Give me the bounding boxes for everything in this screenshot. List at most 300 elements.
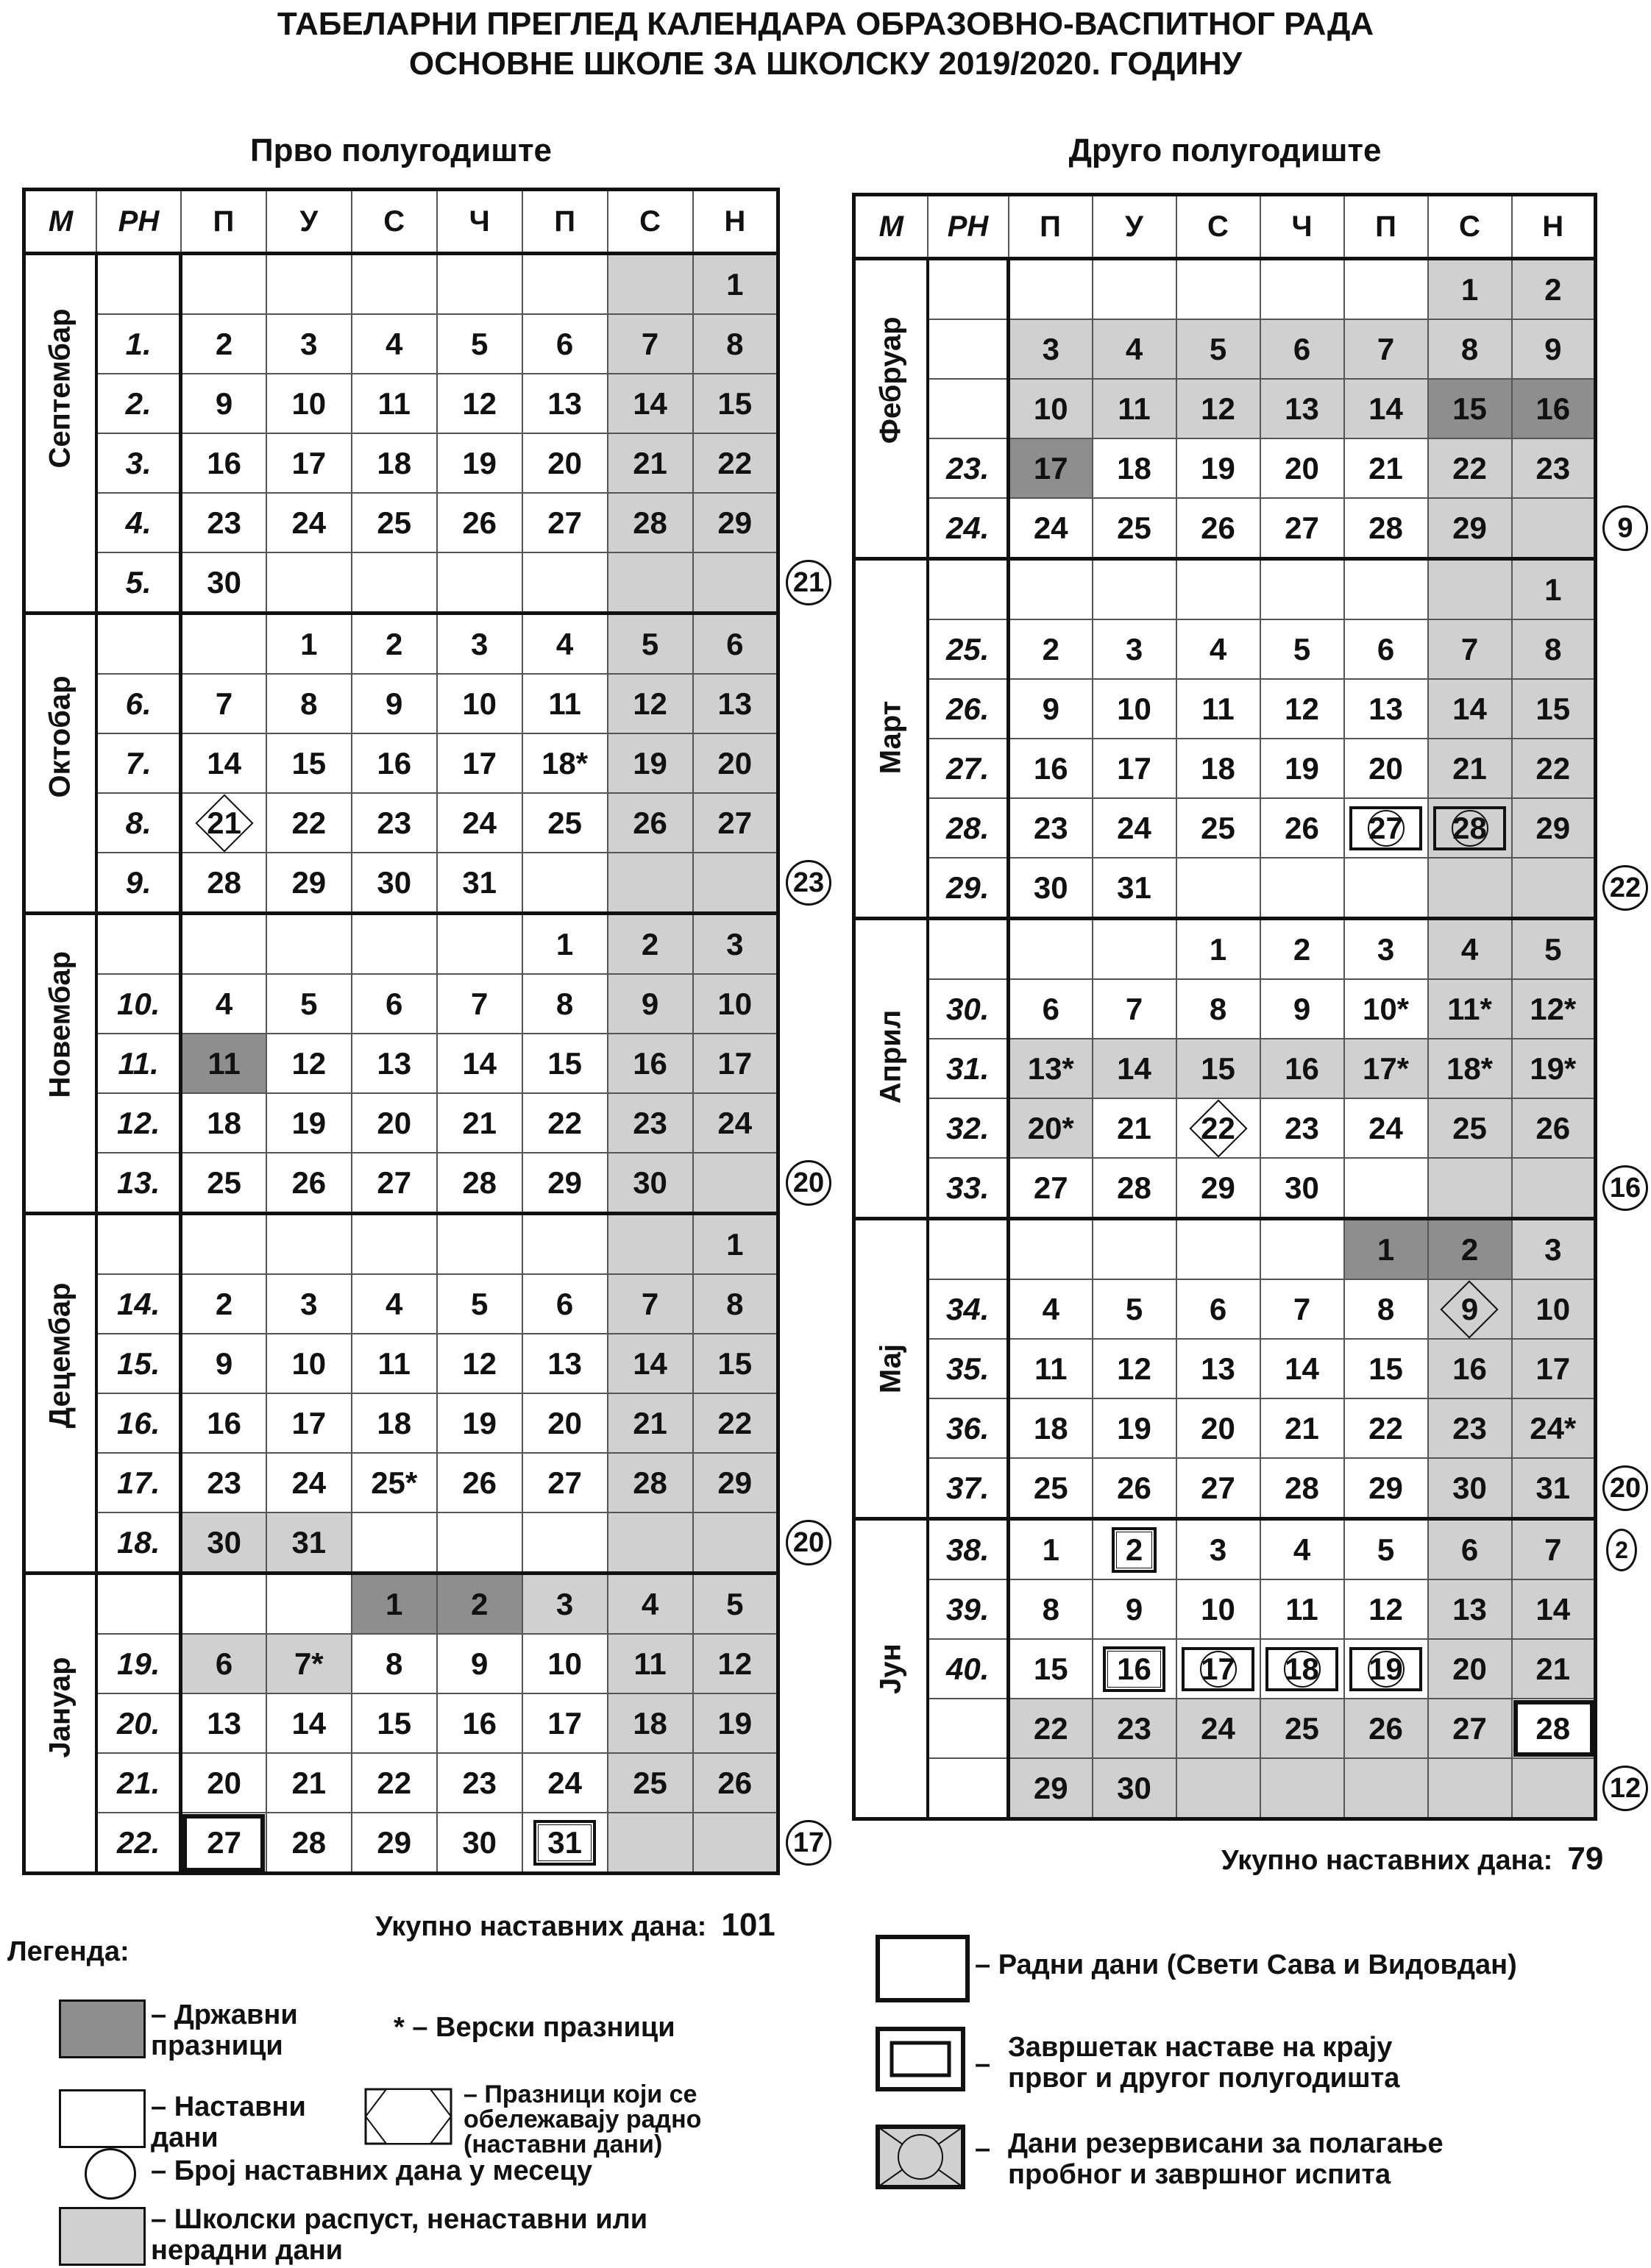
day-cell [181, 614, 266, 675]
legend-school-break-text: Школски распуст, ненаставни или нерадни дани [151, 2204, 648, 2266]
week-number: 12. [96, 1093, 181, 1153]
day-cell [1009, 1158, 1093, 1219]
week-number: 21. [96, 1753, 181, 1813]
day-number: 15 [377, 1705, 412, 1741]
day-number: 21 [633, 1405, 667, 1440]
day-cell [1428, 1398, 1512, 1458]
day-cell [181, 552, 266, 614]
day-cell [1260, 1639, 1344, 1699]
day-number: 27 [717, 805, 753, 840]
day-cell [1176, 619, 1260, 679]
day-cell [693, 254, 778, 315]
day-cell [1176, 679, 1260, 739]
day-number: 7 [641, 1286, 659, 1321]
day-cell [1428, 919, 1512, 980]
day-number: 15 [1201, 1051, 1235, 1086]
day-cell [437, 1274, 522, 1334]
week-row [854, 559, 1596, 620]
day-cell [1009, 319, 1093, 379]
day-number: 14 [1368, 391, 1403, 426]
day-number: 9 [641, 986, 659, 1021]
day-cell [522, 493, 608, 552]
day-cell [693, 974, 778, 1034]
day-cell [437, 853, 522, 914]
day-number: 13 [377, 1045, 412, 1081]
day-number: 26 [633, 805, 667, 840]
day-number: 14 [1452, 691, 1487, 726]
week-number: 30. [928, 979, 1009, 1039]
day-cell [437, 254, 522, 315]
day-number: 15 [1368, 1351, 1403, 1386]
day-cell [437, 1393, 522, 1453]
week-number [96, 1574, 181, 1635]
day-number: 22 [377, 1765, 412, 1800]
day-number: 15 [717, 385, 753, 421]
day-number: 13 [1285, 391, 1319, 426]
header-day-1: У [266, 190, 352, 254]
day-number: 15 [717, 1345, 753, 1381]
day-cell [522, 1813, 608, 1874]
day-cell [1009, 1458, 1093, 1519]
day-cell [266, 1753, 352, 1813]
day-cell [266, 1453, 352, 1512]
month-label [854, 1519, 928, 1819]
day-cell [1093, 1758, 1176, 1819]
day-number: 13* [1027, 1051, 1074, 1086]
day-cell [1009, 1519, 1093, 1580]
day-number: 30 [1033, 870, 1068, 905]
day-cell [1176, 1219, 1260, 1280]
day-cell [1093, 798, 1176, 858]
day-number: 24 [1117, 810, 1151, 845]
day-cell [1428, 319, 1512, 379]
day-number: 2 [1293, 931, 1311, 967]
week-row [24, 254, 778, 315]
day-number: 26 [1368, 1710, 1403, 1746]
day-cell [1260, 498, 1344, 559]
day-cell [1512, 1219, 1596, 1280]
day-cell [608, 374, 693, 433]
legend-end-of-teaching: Завршетак наставе на крају првог и другог полугодишта [1008, 2032, 1400, 2094]
month-label [854, 259, 928, 559]
day-cell [522, 1034, 608, 1093]
week-row [24, 733, 778, 793]
day-cell [1176, 979, 1260, 1039]
day-number: 8 [1544, 631, 1562, 666]
day-cell [608, 1334, 693, 1393]
legend-end-dash: – [975, 2049, 991, 2080]
day-cell [1428, 1039, 1512, 1098]
day-cell [1093, 438, 1176, 498]
day-number: 17 [1182, 1647, 1254, 1691]
day-cell [352, 733, 437, 793]
day-number: 25 [1117, 510, 1151, 545]
day-cell [1260, 1758, 1344, 1819]
day-number: 8 [1377, 1291, 1395, 1326]
first-semester-table [22, 188, 780, 1875]
day-cell [608, 1634, 693, 1693]
day-cell [1176, 1398, 1260, 1458]
day-number: 1 [1544, 572, 1562, 607]
day-number: 29 [1368, 1470, 1403, 1505]
day-number: 21 [462, 1105, 497, 1140]
day-number: 22 [1190, 1111, 1246, 1146]
day-cell [437, 552, 522, 614]
day-cell [693, 1214, 778, 1275]
week-row [24, 493, 778, 552]
day-number: 20 [547, 1405, 582, 1440]
day-number: 18 [633, 1705, 667, 1741]
day-cell [608, 433, 693, 493]
month-count-circle: 17 [786, 1820, 831, 1866]
day-cell [352, 674, 437, 733]
day-cell [1009, 1039, 1093, 1098]
header-day-3: Ч [1260, 195, 1344, 259]
day-cell [352, 1393, 437, 1453]
day-number: 7* [294, 1646, 324, 1681]
day-number: 10 [1117, 691, 1151, 726]
legend-school-break: – Школски распуст, ненаставни или нерадни дани [151, 2204, 648, 2266]
day-cell [181, 1453, 266, 1512]
day-number: 16 [633, 1045, 667, 1081]
day-cell [181, 1512, 266, 1574]
day-cell [1176, 858, 1260, 919]
day-number: 9 [1544, 331, 1562, 366]
day-cell [608, 1693, 693, 1753]
day-cell [352, 1153, 437, 1214]
day-cell [1428, 1458, 1512, 1519]
day-cell [266, 674, 352, 733]
month-count-circle: 20 [786, 1160, 831, 1206]
day-cell [437, 674, 522, 733]
week-row [24, 1034, 778, 1093]
day-number: 19 [633, 745, 667, 781]
day-cell [352, 1693, 437, 1753]
week-row [854, 1458, 1596, 1519]
day-number: 1 [386, 1586, 403, 1621]
day-cell [693, 374, 778, 433]
day-number: 24 [291, 505, 327, 540]
day-number: 8 [300, 686, 318, 721]
day-number: 29 [717, 1465, 753, 1500]
day-cell [266, 1512, 352, 1574]
day-number: 6 [1293, 331, 1311, 366]
day-number: 11* [1447, 991, 1492, 1026]
legend-teaching-swatch [59, 2089, 146, 2148]
day-cell [1009, 1098, 1093, 1158]
day-cell [1512, 1579, 1596, 1639]
day-number: 1 [1209, 931, 1227, 967]
day-number: 27 [1201, 1470, 1235, 1505]
day-number: 25 [1452, 1110, 1487, 1145]
week-row [854, 1339, 1596, 1398]
legend-working-days-text: Радни дани (Свети Сава и Видовдан) [998, 1949, 1517, 1980]
day-cell [181, 1574, 266, 1635]
month-label [854, 919, 928, 1219]
day-number: 20 [1201, 1410, 1235, 1446]
day-number: 5 [470, 1286, 489, 1321]
day-cell [266, 1334, 352, 1393]
day-cell [352, 1574, 437, 1635]
day-cell [1512, 379, 1596, 438]
day-cell [522, 1512, 608, 1574]
day-number: 31 [1117, 870, 1151, 905]
day-cell [693, 674, 778, 733]
week-row [24, 1214, 778, 1275]
day-cell [693, 1334, 778, 1393]
day-cell [1260, 1098, 1344, 1158]
day-cell [693, 733, 778, 793]
day-cell [437, 1153, 522, 1214]
header-rn: РН [928, 195, 1009, 259]
day-cell [1260, 739, 1344, 798]
day-cell [1512, 1339, 1596, 1398]
day-cell [437, 314, 522, 374]
day-cell [266, 1034, 352, 1093]
day-cell [1260, 1699, 1344, 1758]
day-number: 25* [371, 1465, 418, 1500]
day-cell [1512, 798, 1596, 858]
day-number: 29 [1033, 1770, 1068, 1805]
day-number: 30 [207, 1524, 241, 1560]
legend-double-box-icon [876, 2027, 965, 2091]
day-number: 18 [1201, 750, 1235, 786]
day-number: 11 [633, 1646, 667, 1681]
day-cell [1512, 259, 1596, 320]
day-number: 3 [1209, 1532, 1227, 1567]
week-row [854, 1519, 1596, 1580]
day-cell [608, 314, 693, 374]
day-cell [181, 1153, 266, 1214]
day-number: 26 [462, 1465, 497, 1500]
day-cell [1428, 1758, 1512, 1819]
day-number: 16 [462, 1705, 497, 1741]
day-number: 18* [542, 745, 589, 781]
day-number: 18 [377, 1405, 412, 1440]
day-cell [1428, 619, 1512, 679]
first-total-value: 101 [721, 1907, 775, 1943]
day-cell [522, 552, 608, 614]
week-row [24, 374, 778, 433]
day-cell [437, 1214, 522, 1275]
day-cell [266, 374, 352, 433]
day-cell [181, 374, 266, 433]
day-number: 27 [1349, 806, 1422, 850]
day-cell [437, 974, 522, 1034]
day-cell [1260, 1219, 1344, 1280]
week-number: 25. [928, 619, 1009, 679]
legend-count-days-text: Број наставних дана у месецу [174, 2155, 592, 2186]
week-number [928, 559, 1009, 620]
week-number: 37. [928, 1458, 1009, 1519]
day-number: 17 [291, 1405, 327, 1440]
day-number: 4 [1125, 331, 1143, 366]
day-cell [437, 1034, 522, 1093]
month-name: Октобар [43, 675, 77, 798]
header-day-0: П [181, 190, 266, 254]
day-cell [1093, 1098, 1176, 1158]
day-cell [266, 793, 352, 853]
day-cell [352, 1214, 437, 1275]
day-cell [608, 1753, 693, 1813]
day-cell [181, 1274, 266, 1334]
day-cell [1428, 679, 1512, 739]
day-number: 25 [1285, 1710, 1319, 1746]
day-number: 26 [1117, 1470, 1151, 1505]
day-number: 26 [291, 1165, 327, 1200]
legend-reserved-days: Дани резервисани за полагање пробног и завршног испита [1008, 2128, 1444, 2190]
day-cell [522, 674, 608, 733]
day-cell [693, 1034, 778, 1093]
week-row [24, 1334, 778, 1393]
day-cell [266, 552, 352, 614]
day-cell [437, 1512, 522, 1574]
week-row [24, 552, 778, 614]
day-number: 27 [1285, 510, 1319, 545]
legend-religious: * – Верски празници [394, 2012, 675, 2043]
day-number: 6 [386, 986, 403, 1021]
day-cell [608, 552, 693, 614]
legend-teaching-days: – Наставни дани [151, 2091, 306, 2153]
day-number: 25 [207, 1165, 241, 1200]
week-row [854, 1398, 1596, 1458]
day-number: 22 [291, 805, 327, 840]
week-number [928, 259, 1009, 320]
day-number: 6 [555, 1286, 574, 1321]
day-cell [1009, 679, 1093, 739]
day-cell [1176, 919, 1260, 980]
day-cell [693, 1813, 778, 1874]
day-cell [1512, 498, 1596, 559]
day-cell [693, 1453, 778, 1512]
day-cell [181, 1214, 266, 1275]
day-number: 5 [726, 1586, 744, 1621]
day-cell [693, 1634, 778, 1693]
day-cell [1009, 498, 1093, 559]
day-cell [437, 614, 522, 675]
day-cell [1009, 1699, 1093, 1758]
day-cell [693, 793, 778, 853]
second-semester-table [852, 193, 1597, 1821]
day-cell [1428, 1519, 1512, 1580]
day-number: 12 [717, 1646, 753, 1681]
day-number: 6 [1377, 631, 1395, 666]
day-number: 21 [291, 1765, 327, 1800]
day-number: 16 [1535, 391, 1571, 426]
day-cell [1260, 319, 1344, 379]
day-number: 4 [555, 626, 574, 661]
week-row [854, 498, 1596, 559]
day-number: 14 [633, 1345, 667, 1381]
day-cell [1176, 438, 1260, 498]
day-cell [522, 974, 608, 1034]
day-cell [693, 552, 778, 614]
day-cell [608, 1813, 693, 1874]
first-total-label: Укупно наставних дана: [375, 1911, 707, 1942]
day-cell [1344, 858, 1428, 919]
day-cell [1428, 438, 1512, 498]
second-total-value: 79 [1567, 1841, 1604, 1877]
day-number: 14 [291, 1705, 327, 1741]
day-number: 14 [1285, 1351, 1319, 1386]
legend-count-days: – Број наставних дана у месецу [151, 2155, 592, 2186]
day-cell [266, 493, 352, 552]
day-cell [1009, 1579, 1093, 1639]
day-number: 2 [470, 1586, 489, 1621]
day-cell [693, 1274, 778, 1334]
day-number: 17 [717, 1045, 753, 1081]
day-number: 11 [377, 1345, 411, 1381]
day-number: 17 [291, 445, 327, 480]
day-cell [1344, 498, 1428, 559]
day-number: 9 [1042, 691, 1059, 726]
month-count-circle: 21 [786, 560, 831, 605]
day-number: 27 [207, 1824, 241, 1860]
day-number: 20 [1452, 1651, 1487, 1686]
day-number: 29 [291, 864, 327, 900]
day-cell [437, 1753, 522, 1813]
day-cell [1428, 1579, 1512, 1639]
day-cell [608, 1034, 693, 1093]
day-cell [522, 793, 608, 853]
day-cell [266, 614, 352, 675]
day-cell [1344, 1519, 1428, 1580]
day-number: 23 [207, 505, 241, 540]
day-cell [693, 1393, 778, 1453]
day-cell [522, 1153, 608, 1214]
month-label [854, 1219, 928, 1519]
day-number: 3 [1125, 631, 1143, 666]
week-row [24, 1753, 778, 1813]
day-cell [352, 914, 437, 975]
week-number [928, 1758, 1009, 1819]
day-number: 28 [1117, 1170, 1151, 1205]
day-number: 9 [215, 385, 233, 421]
day-number: 5 [1377, 1532, 1395, 1567]
day-number: 9 [1125, 1591, 1143, 1627]
day-number: 10 [1535, 1291, 1571, 1326]
week-number [96, 1214, 181, 1275]
day-number: 31 [291, 1524, 327, 1560]
month-name: Мај [874, 1343, 907, 1394]
week-row [854, 739, 1596, 798]
day-cell [352, 374, 437, 433]
day-cell [181, 1093, 266, 1153]
day-number: 11 [548, 686, 581, 721]
day-cell [1428, 1339, 1512, 1398]
week-number: 1. [96, 314, 181, 374]
day-cell [1512, 319, 1596, 379]
day-cell [266, 1153, 352, 1214]
day-number: 2 [1114, 1529, 1154, 1571]
day-cell [1344, 919, 1428, 980]
day-cell [693, 493, 778, 552]
day-cell [266, 254, 352, 315]
day-cell [1093, 498, 1176, 559]
week-row [24, 674, 778, 733]
week-row [854, 319, 1596, 379]
second-total-label: Укупно наставних дана: [1221, 1845, 1553, 1876]
day-cell [1176, 1519, 1260, 1580]
day-number: 16 [1285, 1051, 1319, 1086]
day-cell [608, 1214, 693, 1275]
day-number: 25 [1201, 810, 1235, 845]
day-cell [1093, 1519, 1176, 1580]
day-number: 28 [1433, 806, 1506, 850]
header-day-1: У [1093, 195, 1176, 259]
day-number: 13 [207, 1705, 241, 1741]
day-number: 31 [536, 1822, 594, 1863]
